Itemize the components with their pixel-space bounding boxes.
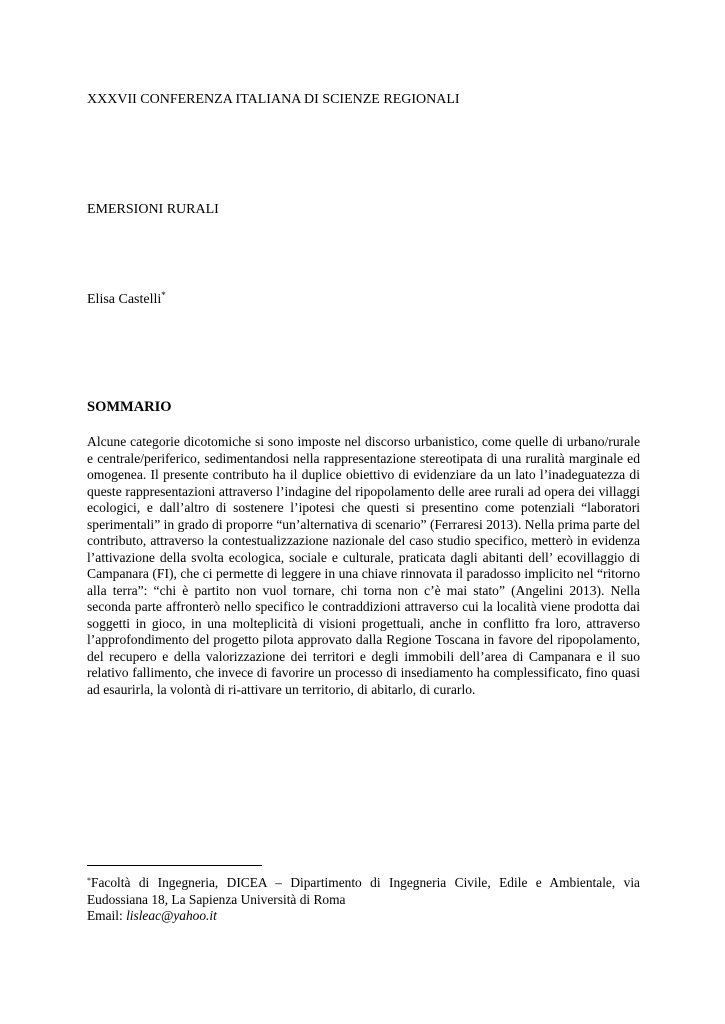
paper-title: EMERSIONI RURALI [87, 202, 219, 217]
footnote-divider [87, 865, 262, 866]
footnote-affiliation: Facoltà di Ingegneria, DICEA – Dipartimento di Ingegneria Civile, Edile e Ambientale, via Eudossiana 18, La Sapienza Università di Roma [87, 875, 640, 907]
footnote-email-line [87, 908, 640, 925]
abstract-heading: SOMMARIO [87, 399, 172, 415]
conference-header: XXXVII CONFERENZA ITALIANA DI SCIENZE REGIONALI [87, 92, 460, 107]
footnote [87, 875, 640, 925]
author-name: Elisa Castelli [87, 292, 162, 307]
author-footnote-mark: * [161, 290, 166, 300]
email-address[interactable]: lisleac@yahoo.it [126, 908, 217, 923]
footnote-mark: * [87, 876, 91, 885]
email-label: Email: [87, 908, 127, 923]
author-line [87, 291, 166, 309]
abstract-text: Alcune categorie dicotomiche si sono imposte nel discorso urbanistico, come quelle di urbano/rurale e centrale/periferico, sedimentandosi nella rappresentazione stereotipata di una ruralità marginale ed omogenea. Il presente contributo ha il duplice obiettivo di evidenziare da un lato l’inadeguatezza di queste rappresentazioni attraverso l’indagine del ripopolamento delle aree rurali ad opera dei villaggi ecologici, e dall’altro di sostenere l’ipotesi che questi si presentino come potenziali “laboratori sperimentali” in grado di proporre “un’alternativa di scenario” (Ferraresi 2013). Nella prima parte del contributo, attraverso la contestualizzazione nazionale del caso studio specifico, metterò in evidenza l’attivazione della svolta ecologica, sociale e culturale, praticata dagli abitanti dell’ ecovillaggio di Campanara (FI), che ci permette di leggere in una chiave rinnovata il paradosso implicito nel “ritorno alla terra”: “chi è partito non vuol tornare, chi torna non c’è mai stato” (Angelini 2013). Nella seconda parte affronterò nello specifico le contraddizioni attraverso cui la località viene prodotta dai soggetti in gioco, in una molteplicità di visioni progettuali, anche in conflitto fra loro, attraverso l’approfondimento del progetto pilota approvato dalla Regione Toscana in favore del ripopolamento, del recupero e della valorizzazione dei territori e degli immobili dell’area di Campanara e il suo relativo fallimento, che invece di favorire un processo di insediamento ha complessificato, fino quasi ad esaurirla, la volontà di ri-attivare un territorio, di abitarlo, di curarlo. [87, 434, 640, 697]
